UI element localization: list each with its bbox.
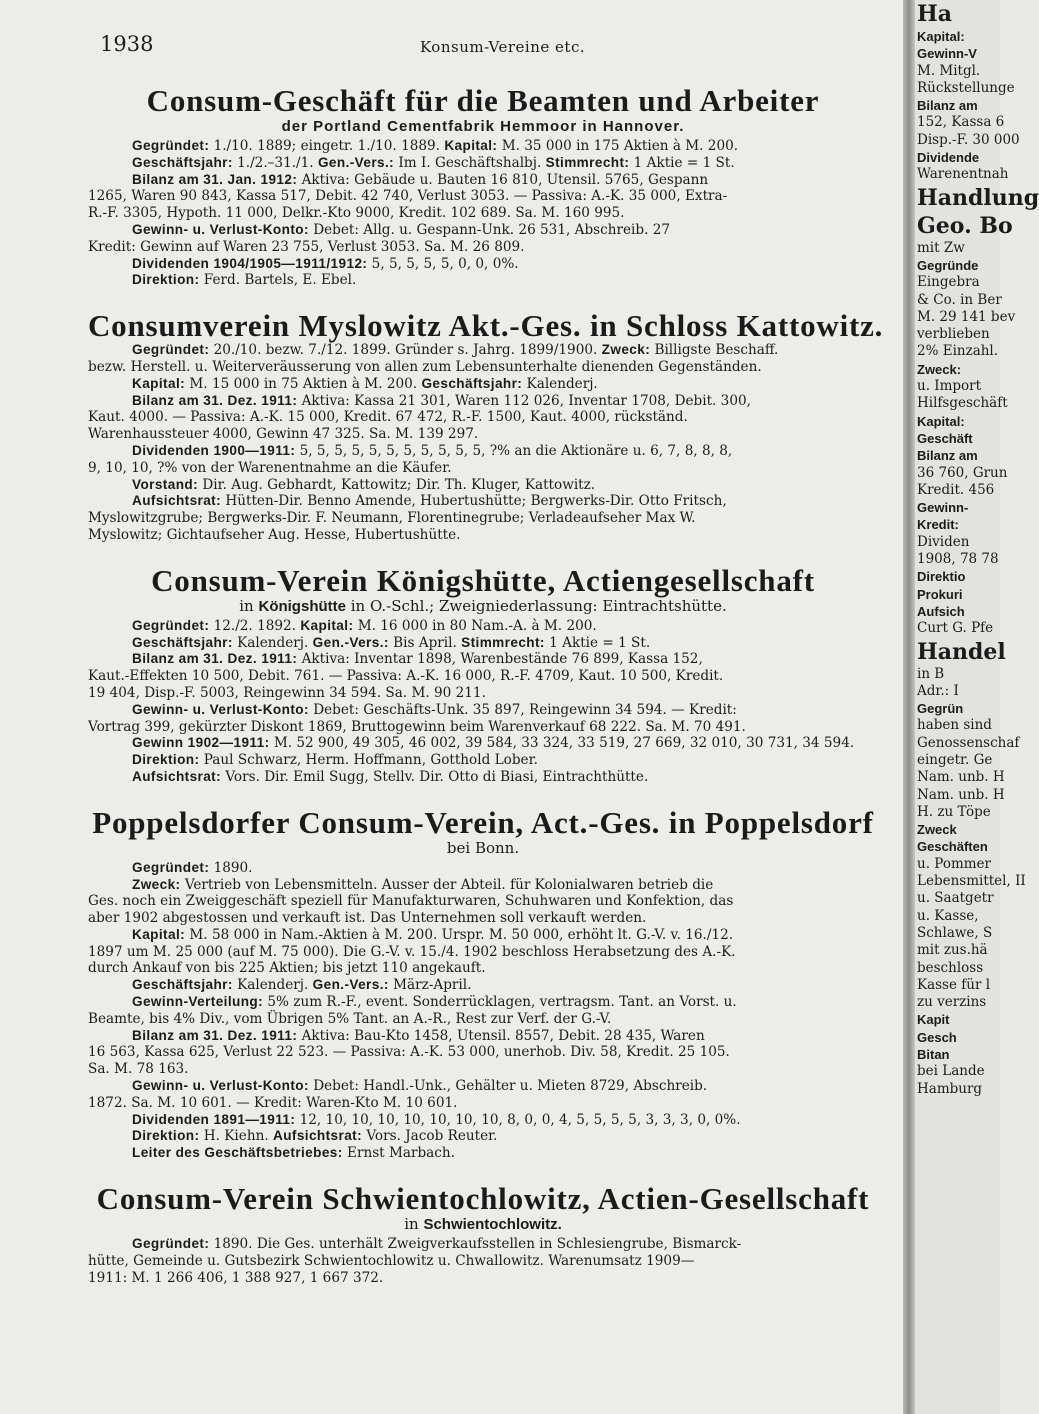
adjacent-line: verblieben (917, 326, 990, 343)
field-text: 12./2. 1892. (209, 617, 301, 634)
entry-line (88, 256, 878, 273)
adjacent-line: Gegrün (917, 701, 964, 717)
entry-subtitle (88, 597, 878, 616)
field-label: Dividenden 1904/1905—1911/1912: (132, 255, 368, 271)
adjacent-line: Geschäften (917, 839, 988, 855)
field-label: Stimmrecht: (545, 154, 630, 170)
field-text: 12, 10, 10, 10, 10, 10, 10, 10, 8, 0, 0, 4, 5, 5, 5, 5, 3, 3, 3, 0, 0%. (295, 1111, 741, 1128)
entry-line (88, 944, 878, 961)
field-text: Kalenderj. (232, 977, 313, 994)
entry-line (88, 1128, 878, 1145)
field-text: Kaut. 4000. — Passiva: A.-K. 15 000, Kredit. 67 472, R.-F. 1500, Kaut. 4000, rückständ. (88, 409, 688, 426)
entry-line (88, 635, 878, 652)
entry-line (88, 376, 878, 393)
field-label: Geschäftsjahr: (132, 977, 233, 993)
field-label: Zweck: (601, 342, 651, 358)
adjacent-line: Curt G. Pfe (917, 620, 994, 637)
field-label: Gen.-Vers.: (312, 977, 389, 993)
entry-line (88, 172, 878, 189)
entry-line (88, 460, 878, 477)
adjacent-line: Eingebra (917, 274, 980, 291)
adjacent-line: Warenentnah (917, 166, 1009, 183)
adjacent-line: Kapital: (917, 29, 965, 44)
adjacent-line: mit zus.hä (917, 942, 988, 959)
entry-line (88, 702, 878, 719)
field-label: Gegründet: (132, 859, 210, 875)
subtitle-location: Schwientochlowitz. (423, 1216, 562, 1234)
entry-line (88, 685, 878, 702)
entry-line (88, 1270, 878, 1287)
adjacent-line: 1908, 78 78 (917, 551, 999, 568)
field-label: Dividenden 1891—1911: (132, 1111, 296, 1127)
field-label: Gegründet: (132, 1236, 210, 1252)
field-label: Geschäftsjahr: (421, 375, 523, 391)
adjacent-line: Prokuri (917, 586, 963, 602)
adjacent-line: u. Import (917, 378, 982, 395)
adjacent-line: Bilanz am (917, 98, 978, 114)
entry-line (88, 1095, 878, 1112)
adjacent-line: Kapit (917, 1012, 950, 1028)
entry-line (88, 205, 878, 222)
adjacent-line: Direktio (917, 569, 966, 585)
entry-line (88, 426, 878, 443)
company-entry (88, 564, 878, 786)
field-text: 5, 5, 5, 5, 5, 0, 0, 0%. (367, 255, 519, 272)
field-label: Gewinn 1902—1911: (132, 735, 270, 751)
company-entry (88, 1182, 878, 1286)
field-label: Kapital: (132, 926, 186, 942)
entry-line (88, 477, 878, 494)
field-text: Warenhaussteuer 4000, Gewinn 47 325. Sa. M. 139 297. (88, 426, 479, 443)
field-label: Gegründet: (132, 617, 210, 633)
adjacent-line: 2% Einzahl. (917, 343, 999, 360)
entry-line (88, 527, 878, 544)
entry-line (88, 188, 878, 205)
field-text: M. 35 000 in 175 Aktien à M. 200. (497, 138, 739, 154)
entry-line (88, 1028, 878, 1045)
field-label: Vorstand: (132, 476, 199, 492)
field-text: Beamte, bis 4% Div., vom Übrigen 5% Tant. an A.-R., Rest zur Verf. der G.-V. (88, 1010, 612, 1027)
field-label: Direktion: (132, 752, 200, 768)
field-label: Kapital: (132, 375, 186, 391)
adjacent-line: Aufsich (917, 603, 965, 619)
field-text: Kalenderj. (522, 375, 598, 392)
field-text: Aktiva: Inventar 1898, Warenbestände 76 899, Kassa 152, (297, 651, 703, 668)
adjacent-line: Hamburg (917, 1080, 983, 1097)
field-text: Hütten-Dir. Benno Amende, Hubertushütte; Bergwerks-Dir. Otto Fritsch, (221, 493, 727, 510)
field-text: bezw. Herstell. u. Weiterveräusserung von allen zum Lebensunterhalte dienenden Gegenständen. (88, 358, 762, 375)
field-label: Bilanz am 31. Dez. 1911: (132, 651, 298, 667)
running-title: Konsum-Vereine etc. (420, 38, 586, 56)
adjacent-line: Nam. unb. H (917, 769, 1005, 786)
entry-line (88, 860, 878, 877)
field-text: Kaut.-Effekten 10 500, Debit. 761. — Passiva: A.-K. 16 000, R.-F. 4709, Kaut. 10 500, Kredit. (88, 668, 724, 685)
field-text: Myslowitzgrube; Bergwerks-Dir. F. Neumann, Florentinegrube; Verladeaufseher Max W. (88, 510, 696, 527)
entry-line (88, 493, 878, 510)
adjacent-page-fragment (915, 0, 1039, 1414)
field-label: Aufsichtsrat: (132, 768, 222, 784)
adjacent-line: Bitan (917, 1047, 950, 1063)
field-text: 1890. (209, 859, 253, 876)
subtitle-location: Königshütte (258, 597, 346, 615)
field-label: Kapital: (444, 138, 498, 153)
entry-line (88, 272, 878, 289)
field-text: H. Kiehn. (199, 1128, 273, 1145)
field-text: Myslowitz; Gichtaufseher Aug. Hesse, Hubertushütte. (88, 526, 461, 543)
field-text: Debet: Geschäfts-Unk. 35 897, Reingewinn 34 594. — Kredit: (308, 701, 737, 718)
entry-line (88, 239, 878, 256)
field-label: Aufsichtsrat: (272, 1128, 363, 1144)
entry-line (88, 138, 878, 155)
field-label: Bilanz am 31. Dez. 1911: (132, 392, 298, 408)
entry-line (88, 877, 878, 894)
field-label: Gewinn- u. Verlust-Konto: (132, 701, 309, 717)
entry-line (88, 409, 878, 426)
entry-line (88, 719, 878, 736)
field-text: 9, 10, 10, ?% von der Warenentnahme an die Käufer. (88, 459, 452, 476)
field-label: Gegründet: (132, 138, 210, 153)
field-label: Bilanz am 31. Dez. 1911: (132, 1027, 298, 1043)
field-text: durch Ankauf von bis 225 Aktien; bis jetzt 110 angekauft. (88, 960, 486, 977)
adjacent-line: u. Kasse, (917, 907, 979, 924)
company-entry (88, 806, 878, 1162)
adjacent-line: Schlawe, S (917, 924, 993, 941)
entry-subtitle: bei Bonn. (446, 838, 520, 857)
field-label: Gen.-Vers.: (317, 154, 395, 170)
entry-line (88, 359, 878, 376)
field-label: Gegründet: (132, 342, 210, 358)
field-text: Vors. Dir. Emil Sugg, Stellv. Dir. Otto di Biasi, Eintrachthütte. (221, 768, 649, 785)
entry-line (88, 927, 878, 944)
adjacent-line: u. Pommer (917, 855, 991, 872)
adjacent-line: Nam. unb. H (917, 786, 1005, 803)
field-text: Debet: Allg. u. Gespann-Unk. 26 531, Abschreib. 27 (308, 221, 671, 238)
entry-line (88, 510, 878, 527)
field-text: Debet: Handl.-Unk., Gehälter u. Mieten 8729, Abschreib. (308, 1078, 708, 1095)
entry-subtitle: der Portland Cementfabrik Hemmoor in Hannover. (281, 118, 685, 135)
company-entries (88, 83, 884, 1306)
subtitle-prefix: in (404, 1215, 424, 1234)
adjacent-line: Kredit: (917, 517, 959, 533)
adjacent-line: Geo. Bo (917, 212, 1013, 239)
field-text: 1911: M. 1 266 406, 1 388 927, 1 667 372. (88, 1269, 384, 1286)
entry-line (88, 977, 878, 994)
field-text: Aktiva: Kassa 21 301, Waren 112 026, Inventar 1708, Debit. 300, (297, 392, 751, 409)
entry-line (88, 960, 878, 977)
entry-title: Poppelsdorfer Consum-Verein, Act.-Ges. in Poppelsdorf (92, 804, 874, 840)
field-text: Ges. noch ein Zweiggeschäft speziell für Manufakturwaren, Schuhwaren und Konfektion, das (88, 893, 734, 910)
field-text: 19 404, Disp.-F. 5003, Reingewinn 34 594. Sa. M. 90 211. (88, 684, 486, 701)
adjacent-line: Adr.: I (917, 682, 959, 699)
field-text: 16 563, Kassa 625, Verlust 22 523. — Passiva: A.-K. 53 000, unerhob. Div. 58, Kredit. 25 105. (88, 1044, 730, 1061)
adjacent-line: Kapital: (917, 413, 965, 429)
adjacent-line: Dividen (917, 533, 970, 550)
field-text: M. 58 000 in Nam.-Aktien à M. 200. Urspr. M. 50 000, erhöht lt. G.-V. v. 16./12. (185, 926, 734, 943)
adjacent-line: M. 29 141 bev (917, 308, 1016, 325)
field-label: Gewinn-Verteilung: (132, 994, 264, 1010)
adjacent-line: haben sind (917, 717, 992, 734)
adjacent-line: Zweck (917, 822, 957, 838)
entry-line (88, 1145, 878, 1162)
field-text: Vortrag 399, gekürzter Diskont 1869, Bruttogewinn beim Warenverkauf 68 222. Sa. M. 70 491. (88, 718, 746, 735)
adjacent-line: zu verzins (917, 994, 987, 1011)
field-label: Gen.-Vers.: (312, 634, 389, 650)
field-label: Leiter des Geschäftsbetriebes: (132, 1145, 343, 1161)
entry-line (88, 1112, 878, 1129)
entry-line (88, 668, 878, 685)
field-text: 1872. Sa. M. 10 601. — Kredit: Waren-Kto M. 10 601. (88, 1094, 458, 1111)
adjacent-line: Disp.-F. 30 000 (917, 131, 1020, 148)
field-text: Ernst Marbach. (342, 1145, 455, 1162)
field-text: März-April. (388, 977, 472, 994)
field-text: aber 1902 abgestossen und verkauft ist. Das Unternehmen soll verkauft werden. (88, 910, 647, 927)
adjacent-line: in B (917, 665, 945, 682)
field-text: Ferd. Bartels, E. Ebel. (199, 272, 357, 289)
field-label: Geschäftsjahr: (132, 634, 233, 650)
entry-line (88, 1011, 878, 1028)
field-label: Gewinn- u. Verlust-Konto: (132, 1078, 309, 1094)
field-text: Aktiva: Bau-Kto 1458, Utensil. 8557, Debit. 28 435, Waren (297, 1027, 705, 1044)
adjacent-line: 152, Kassa 6 (917, 114, 1005, 131)
entry-line (88, 735, 878, 752)
adjacent-line: beschloss (917, 959, 984, 976)
adjacent-line: Genossenschaf (917, 734, 1020, 751)
entry-line (88, 1061, 878, 1078)
adjacent-line: Gegründe (917, 257, 979, 273)
field-text: Bis April. (388, 634, 462, 651)
entry-line (88, 910, 878, 927)
field-label: Kapital: (300, 617, 354, 633)
adjacent-line: Gewinn- (917, 500, 969, 516)
entry-line (88, 155, 878, 172)
adjacent-line: Handel (917, 638, 1006, 665)
entry-line (88, 1253, 878, 1270)
field-text: 1897 um M. 25 000 (auf M. 75 000). Die G.-V. v. 15./4. 1902 beschloss Herabsetzung des A.-K. (88, 943, 736, 960)
company-entry (88, 84, 878, 289)
entry-line (88, 1044, 878, 1061)
adjacent-line: Gesch (917, 1029, 957, 1045)
adjacent-line: Ha (917, 1, 953, 27)
field-label: Aufsichtsrat: (132, 493, 222, 509)
adjacent-line: Geschäft (917, 430, 973, 446)
adjacent-line: M. Mitgl. (917, 62, 981, 79)
entry-line (88, 618, 878, 635)
field-label: Zweck: (132, 876, 181, 892)
field-label: Bilanz am 31. Jan. 1912: (132, 171, 298, 187)
adjacent-line: eingetr. Ge (917, 751, 993, 768)
field-text: R.-F. 3305, Hypoth. 11 000, Delkr.-Kto 9000, Kredit. 102 689. Sa. M. 160 995. (88, 205, 625, 222)
page-number: 1938 (100, 32, 154, 56)
field-text: Vors. Jacob Reuter. (362, 1128, 498, 1145)
entry-subtitle (88, 1215, 878, 1234)
field-text: 1265, Waren 90 843, Kassa 517, Debit. 42 740, Verlust 3053. — Passiva: A.-K. 35 000, Extra- (88, 188, 728, 205)
field-text: 1 Aktie = 1 St. (544, 634, 651, 651)
adjacent-line: Rückstellunge (917, 79, 1015, 96)
field-text: Im I. Geschäftshalbj. (394, 154, 546, 171)
field-label: Gewinn- u. Verlust-Konto: (132, 221, 309, 237)
field-text: 20./10. bezw. 7./12. 1899. Gründer s. Jahrg. 1899/1900. (209, 342, 602, 359)
entry-line (88, 1078, 878, 1095)
field-text: Kalenderj. (232, 634, 313, 651)
adjacent-line: u. Saatgetr (917, 890, 994, 907)
field-text: Vertrieb von Lebensmitteln. Ausser der Abteil. für Kolonialwaren betrieb die (180, 876, 714, 893)
page-header (0, 32, 905, 62)
adjacent-line: Dividende (917, 150, 980, 166)
entry-line (88, 342, 878, 359)
entry-title: Consum-Verein Königshütte, Actiengesellschaft (151, 562, 815, 598)
entry-line (88, 651, 878, 668)
subtitle-rest: in O.-Schl.; Zweigniederlassung: Eintrachtshütte. (345, 596, 727, 615)
field-label: Stimmrecht: (461, 634, 545, 650)
field-label: Direktion: (132, 1128, 200, 1144)
adjacent-line: Kredit. 456 (917, 481, 995, 498)
field-text: Kredit: Gewinn auf Waren 23 755, Verlust 3053. Sa. M. 26 809. (88, 238, 525, 255)
field-text: 1 Aktie = 1 St. (629, 154, 735, 171)
entry-line (88, 1236, 878, 1253)
adjacent-line: Handlung (917, 184, 1039, 211)
adjacent-line: bei Lande (917, 1063, 985, 1080)
field-label: Dividenden 1900—1911: (132, 442, 296, 458)
adjacent-line: 36 760, Grun (917, 464, 1008, 481)
adjacent-line: Hilfsgeschäft (917, 395, 1008, 412)
adjacent-line: & Co. in Ber (917, 291, 1002, 308)
entry-line (88, 222, 878, 239)
entry-title: Consumverein Myslowitz Akt.-Ges. in Schloss Kattowitz. (88, 308, 884, 344)
adjacent-line: Gewinn-V (917, 46, 977, 62)
field-text: 5% zum R.-F., event. Sonderrücklagen, vertragsm. Tant. an Vorst. u. (263, 994, 737, 1011)
adjacent-line: H. zu Töpe (917, 803, 991, 820)
adjacent-line: Lebensmittel, II (917, 873, 1026, 890)
entry-line (88, 752, 878, 769)
entry-line (88, 443, 878, 460)
field-text: Sa. M. 78 163. (88, 1061, 189, 1078)
field-text: 5, 5, 5, 5, 5, 5, 5, 5, 5, 5, 5, ?% an die Aktionäre u. 6, 7, 8, 8, 8, (295, 442, 733, 459)
book-gutter (903, 0, 915, 1414)
field-text: 1./10. 1889; eingetr. 1./10. 1889. (209, 138, 445, 154)
field-text: M. 16 000 in 80 Nam.-A. à M. 200. (353, 617, 597, 634)
field-text: M. 15 000 in 75 Aktien à M. 200. (185, 375, 422, 392)
entry-line (88, 994, 878, 1011)
field-text: 1890. Die Ges. unterhält Zweigverkaufsstellen in Schlesiengrube, Bismarck- (209, 1236, 742, 1253)
adjacent-line: Bilanz am (917, 448, 978, 464)
field-text: Paul Schwarz, Herm. Hoffmann, Gotthold Lober. (199, 752, 538, 769)
entry-line (88, 893, 878, 910)
entry-line (88, 393, 878, 410)
field-text: hütte, Gemeinde u. Gutsbezirk Schwientochlowitz u. Chwallowitz. Warenumsatz 1909— (88, 1252, 695, 1269)
adjacent-line: Kasse für l (917, 976, 991, 993)
field-text: M. 52 900, 49 305, 46 002, 39 584, 33 324, 33 519, 27 669, 32 010, 30 731, 34 594. (269, 735, 855, 752)
field-label: Direktion: (132, 272, 200, 288)
field-text: Billigste Beschaff. (650, 342, 779, 359)
company-entry (88, 308, 884, 544)
adjacent-line: Zweck: (917, 361, 962, 377)
field-label: Geschäftsjahr: (132, 154, 233, 170)
adjacent-line: mit Zw (917, 239, 965, 256)
entry-title: Consum-Verein Schwientochlowitz, Actien-Gesellschaft (96, 1181, 870, 1217)
subtitle-prefix: in (239, 596, 259, 615)
field-text: Aktiva: Gebäude u. Bauten 16 810, Utensil. 5765, Gespann (297, 171, 709, 188)
field-text: 1./2.–31./1. (232, 154, 318, 171)
field-text: Dir. Aug. Gebhardt, Kattowitz; Dir. Th. Kluger, Kattowitz. (198, 476, 596, 493)
entry-title: Consum-Geschäft für die Beamten und Arbeiter (146, 83, 820, 118)
entry-line (88, 769, 878, 786)
